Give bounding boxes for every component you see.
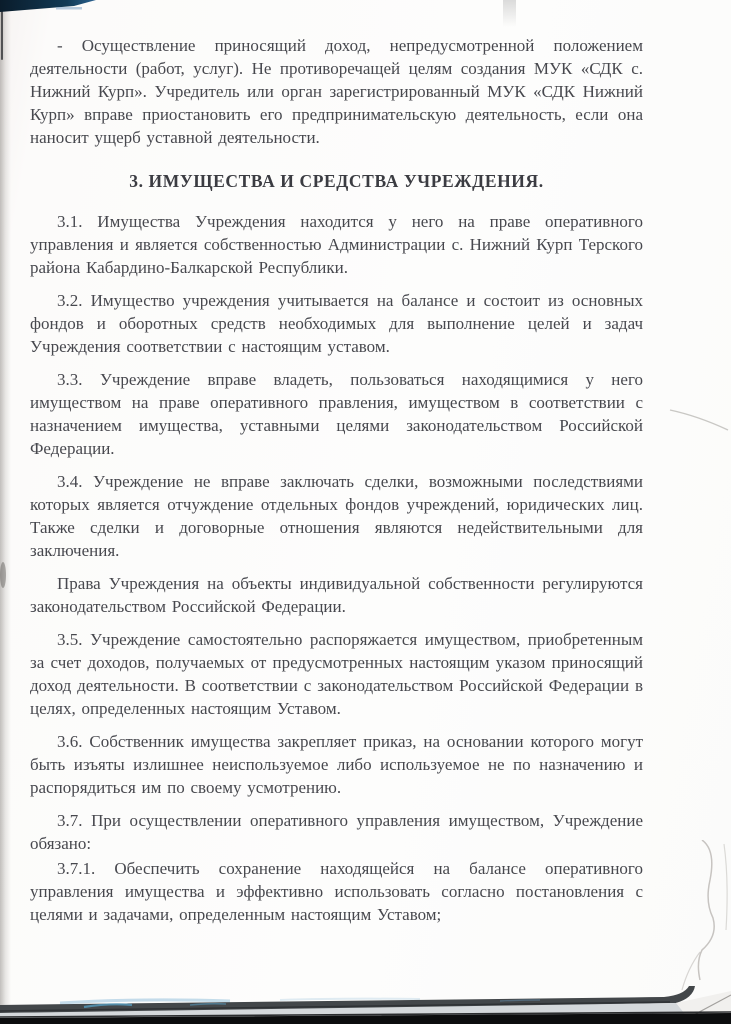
top-center-smudge [503, 0, 516, 27]
scan-bottom-edge [0, 985, 731, 1024]
paragraph-3-1: 3.1. Имущества Учреждения находится у него на праве оперативного управления и является собственностью Администрации с. Нижний Курп Терского района Кабардино-Балкарской Республики. [30, 212, 643, 277]
section-heading: 3. ИМУЩЕСТВА И СРЕДСТВА УЧРЕЖДЕНИЯ. [129, 171, 544, 191]
paragraph-income-activity: - Осуществление приносящий доход, непредусмотренной положением деятельности (работ, услуг). Не противоречащей целям создания МУК «СДК с. Нижний Курп». Учредитель или орган зарегистрированный МУК «СДК Нижний Курп» вправе приостановить его предпринимательскую деятельность, если она наносит ущерб уставной деятельности. [30, 36, 643, 147]
paragraph-rights: Права Учреждения на объекты индивидуальной собственности регулируются законодательством Российской Федерации. [30, 574, 643, 616]
paragraph-3-7: 3.7. При осуществлении оперативного управления имуществом, Учреждение обязано: [30, 811, 643, 853]
paragraph-3-6: 3.6. Собственник имущества закрепляет приказ, на основании которого могут быть изъяты излишнее неиспользуемое либо используемое не по назначению и распорядиться им по своему усмотрению. [30, 732, 643, 797]
paragraph-3-5: 3.5. Учреждение самостоятельно распоряжается имуществом, приобретенным за счет доходов, получаемых от предусмотренных настоящим указом приносящий доход деятельности. В соответствии с законодательством Российской Федерации в целях, определенных настоящим Уставом. [30, 630, 643, 718]
paragraph-3-7-1: 3.7.1. Обеспечить сохранение находящейся на балансе оперативного управления имущества и эффективно использовать согласно постановления с целями и задачами, определенным настоящим Уставом; [30, 859, 643, 924]
paragraph-3-2: 3.2. Имущество учреждения учитывается на балансе и состоит из основных фондов и оборотных средств необходимых для выполнение целей и задач Учреждения соответствии с настоящим уставом. [30, 291, 643, 356]
left-edge-smudge [0, 562, 6, 588]
page-curl-bottom-right [630, 840, 731, 1010]
page-edge-shadow-left [0, 0, 11, 1024]
crease-line-right [640, 390, 731, 450]
scan-artifact-top-edge [0, 0, 120, 20]
left-edge-line-artifact [1, 8, 3, 60]
paragraph-3-3: 3.3. Учреждение вправе владеть, пользоваться находящимися у него имуществом на праве оперативного правления, имуществом в соответствии с назначением имущества, уставными целями законодательством Российской Федерации. [30, 370, 643, 458]
paragraph-3-4: 3.4. Учреждение не вправе заключать сделки, возможными последствиями которых является отчуждение отдельных фондов учреждений, юридических лиц. Также сделки и договорные отношения являются недействительными для заключения. [30, 472, 643, 560]
document-content [30, 34, 643, 936]
